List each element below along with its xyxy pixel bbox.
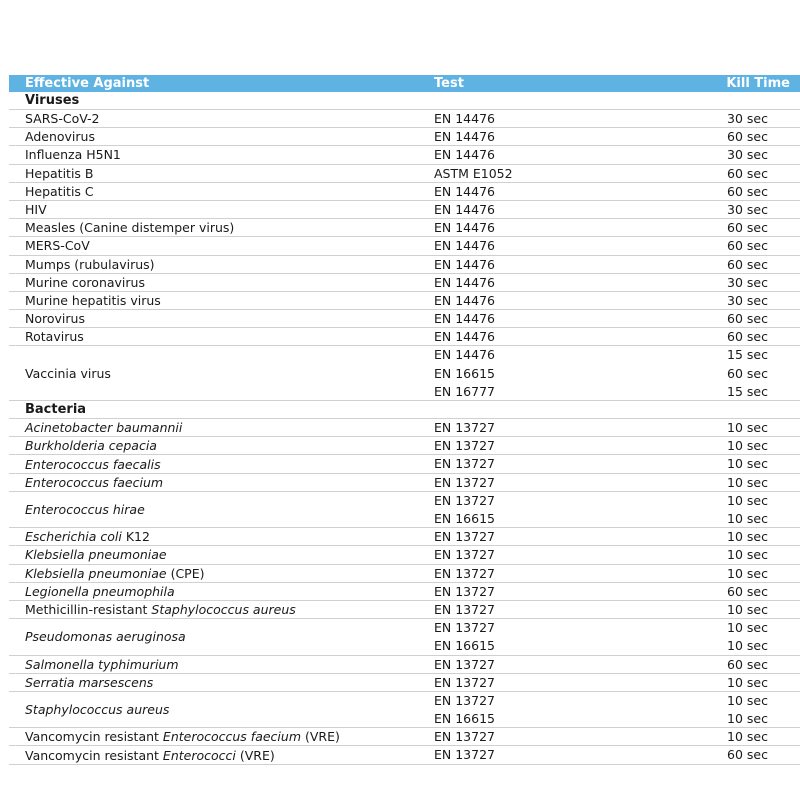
test-standard: EN 14476 [434,147,495,163]
organism-name-part: (VRE) [235,747,275,763]
kill-time-value: 30 sec [727,201,768,217]
kill-time-value: 30 sec [727,111,768,126]
table-row [9,110,800,128]
header-kill-time: Kill Time [726,76,790,91]
test-standard: EN 13727 [434,474,495,490]
organism-name-part: K12 [121,529,150,545]
organism-name-part: Pseudomonas aeruginosa [25,629,186,645]
table-body [9,92,800,765]
organism-name [25,183,94,200]
organism-name-part: Vancomycin resistant [25,747,163,763]
kill-time-value: 10 sec [727,565,768,581]
test-cell [434,656,495,674]
test-cell [434,583,495,601]
organism-name-part: Burkholderia cepacia [25,438,157,454]
organism-name-part: MERS-CoV [25,238,90,254]
kill-time-cell [727,492,768,528]
kill-time-cell [727,201,768,219]
organism-name [25,219,234,236]
organism-name-part: Measles (Canine distemper virus) [25,220,235,236]
efficacy-table [9,75,800,765]
table-row [9,674,800,692]
organism-name-part: Enterococcus faecium [162,729,301,745]
test-standard: ASTM E1052 [434,165,513,181]
test-cell [434,474,495,492]
kill-time-value: 60 sec [727,656,768,672]
organism-name [25,110,100,127]
organism-name-part: Staphylococcus aureus [151,602,296,618]
test-cell [434,256,495,274]
organism-name [25,256,155,273]
kill-time-value: 10 sec [727,547,768,563]
test-standard: EN 13727 [434,620,495,636]
kill-time-cell [727,546,768,564]
kill-time-cell [727,565,768,583]
table-row [9,583,800,601]
test-cell [434,165,513,183]
test-cell [434,492,495,528]
kill-time-value: 60 sec [727,165,768,181]
organism-name-part: (CPE) [166,565,205,581]
table-row [9,455,800,473]
organism-name-part: (VRE) [301,729,340,745]
test-cell [434,310,495,328]
test-standard: EN 13727 [434,492,495,508]
organism-name-part: Vancomycin resistant [25,729,163,745]
kill-time-value: 15 sec [727,383,768,399]
kill-time-cell [727,274,768,292]
test-standard: EN 14476 [434,201,495,217]
organism-name [25,274,145,291]
table-row [9,728,800,746]
organism-name-part: Enterococcus hirae [25,501,145,517]
test-standard: EN 13727 [434,729,495,745]
table-row [9,565,800,583]
organism-name-part: Serratia marsescens [25,674,154,690]
organism-name-part: Staphylococcus aureus [25,702,170,718]
test-standard: EN 14476 [434,311,495,327]
kill-time-cell [727,219,768,237]
test-standard: EN 13727 [434,565,495,581]
organism-name-part: Rotavirus [25,329,84,345]
table-row [9,328,800,346]
test-standard: EN 14476 [434,274,495,290]
kill-time-value: 60 sec [727,256,768,272]
test-cell [434,419,495,437]
test-standard: EN 13727 [434,656,495,672]
table-row [9,219,800,237]
organism-name [25,128,95,145]
kill-time-value: 10 sec [727,601,768,617]
kill-time-value: 10 sec [727,674,768,690]
kill-time-cell [727,455,768,473]
test-standard: EN 13727 [434,456,495,472]
test-cell [434,601,495,619]
header-effective-against: Effective Against [25,76,150,91]
organism-name [25,601,296,618]
test-cell [434,110,495,128]
kill-time-cell [727,437,768,455]
test-cell [434,619,495,655]
table-row [9,546,800,564]
kill-time-value: 60 sec [727,329,768,345]
test-cell [434,437,495,455]
kill-time-cell [727,528,768,546]
organism-name-part: Murine hepatitis virus [25,292,161,308]
organism-name-part: Vaccinia virus [25,365,111,381]
organism-name-part: Legionella pneumophila [25,583,175,599]
kill-time-value: 10 sec [727,492,768,508]
test-standard: EN 13727 [434,674,495,690]
organism-name [25,437,157,454]
test-standard: EN 14476 [434,111,495,126]
kill-time-value: 10 sec [727,692,768,708]
kill-time-cell [727,619,768,655]
table-row [9,601,800,619]
test-cell [434,528,495,546]
organism-name-part: Escherichia coli [25,529,122,545]
test-standard: EN 16615 [434,365,495,381]
organism-name [25,674,153,691]
kill-time-value: 60 sec [727,129,768,145]
organism-name-part: Mumps (rubulavirus) [25,256,155,272]
test-cell [434,346,495,401]
test-standard: EN 13727 [434,420,495,436]
kill-time-cell [727,165,768,183]
organism-name [25,583,175,600]
kill-time-cell [727,328,768,346]
kill-time-cell [727,656,768,674]
section-heading [9,92,800,110]
test-cell [434,292,495,310]
test-standard: EN 16615 [434,711,495,727]
organism-name-part: Methicillin-resistant [25,602,152,618]
kill-time-value: 10 sec [727,711,768,727]
organism-name [25,201,47,218]
test-standard: EN 13727 [434,692,495,708]
test-cell [434,146,495,164]
test-standard: EN 13727 [434,547,495,563]
test-standard: EN 13727 [434,583,495,599]
test-standard: EN 13727 [434,438,495,454]
organism-name-part: SARS-CoV-2 [25,111,100,127]
kill-time-value: 60 sec [727,183,768,199]
organism-name [25,528,150,545]
organism-name-part: Klebsiella pneumoniae [25,565,167,581]
kill-time-cell [727,128,768,146]
test-standard: EN 14476 [434,220,495,236]
organism-name-part: Acinetobacter baumannii [25,420,183,436]
organism-name-part: Enterococcus faecium [25,474,164,490]
test-cell [434,219,495,237]
test-standard: EN 13727 [434,747,495,763]
test-cell [434,201,495,219]
test-cell [434,546,495,564]
test-standard: EN 14476 [434,329,495,345]
header-test: Test [434,76,464,91]
section-title: Viruses [25,93,80,108]
table-row [9,346,800,401]
kill-time-value: 60 sec [727,238,768,254]
test-standard: EN 16615 [434,510,495,526]
organism-name-part: Influenza H5N1 [25,147,121,163]
test-cell [434,328,495,346]
kill-time-cell [727,692,768,728]
organism-name-part: Hepatitis C [25,183,94,199]
organism-name-part: Enterococci [162,747,236,763]
organism-name [25,146,121,163]
kill-time-value: 15 sec [727,347,768,363]
kill-time-value: 10 sec [727,510,768,526]
table-row [9,746,800,764]
kill-time-cell [727,474,768,492]
organism-name [25,619,186,654]
test-cell [434,455,495,473]
table-row [9,292,800,310]
table-row [9,692,800,728]
test-standard: EN 14476 [434,347,495,363]
test-standard: EN 14476 [434,183,495,199]
kill-time-cell [727,583,768,601]
organism-name [25,474,163,491]
organism-name-part: Murine coronavirus [25,274,145,290]
organism-name [25,692,169,727]
kill-time-value: 60 sec [727,583,768,599]
organism-name [25,419,182,436]
table-row [9,165,800,183]
test-cell [434,128,495,146]
kill-time-value: 10 sec [727,638,768,654]
organism-name-part: Adenovirus [25,129,95,145]
kill-time-cell [727,728,768,746]
organism-name [25,656,179,673]
kill-time-cell [727,110,768,128]
kill-time-value: 10 sec [727,529,768,545]
test-cell [434,692,495,728]
table-row [9,656,800,674]
organism-name [25,546,167,563]
kill-time-value: 30 sec [727,147,768,163]
kill-time-cell [727,346,768,401]
test-cell [434,674,495,692]
test-standard: EN 14476 [434,238,495,254]
kill-time-value: 60 sec [727,220,768,236]
kill-time-cell [727,237,768,255]
kill-time-value: 60 sec [727,311,768,327]
organism-name [25,728,340,745]
organism-name [25,328,84,345]
table-row [9,128,800,146]
section-heading [9,401,800,419]
table-row [9,492,800,528]
kill-time-value: 60 sec [727,747,768,763]
kill-time-cell [727,183,768,201]
table-row [9,419,800,437]
test-standard: EN 14476 [434,129,495,145]
table-header [9,75,800,92]
kill-time-cell [727,146,768,164]
table-row [9,310,800,328]
kill-time-value: 10 sec [727,420,768,436]
test-cell [434,274,495,292]
organism-name [25,492,145,527]
test-standard: EN 16615 [434,638,495,654]
kill-time-value: 10 sec [727,474,768,490]
organism-name-part: Hepatitis B [25,165,94,181]
organism-name [25,310,85,327]
kill-time-value: 30 sec [727,292,768,308]
organism-name [25,455,161,472]
organism-name-part: HIV [25,202,47,218]
test-standard: EN 16777 [434,383,495,399]
kill-time-cell [727,292,768,310]
test-standard: EN 14476 [434,292,495,308]
table-row [9,146,800,164]
kill-time-value: 60 sec [727,365,768,381]
organism-name-part: Norovirus [25,311,85,327]
kill-time-cell [727,256,768,274]
organism-name [25,565,204,582]
table-row [9,437,800,455]
test-standard: EN 14476 [434,256,495,272]
organism-name [25,165,94,182]
table-row [9,237,800,255]
organism-name-part: Enterococcus faecalis [25,456,161,472]
kill-time-cell [727,674,768,692]
kill-time-value: 10 sec [727,729,768,745]
kill-time-cell [727,310,768,328]
table-row [9,256,800,274]
organism-name [25,292,161,309]
kill-time-value: 10 sec [727,620,768,636]
test-cell [434,183,495,201]
kill-time-value: 10 sec [727,456,768,472]
organism-name [25,346,111,400]
test-cell [434,237,495,255]
table-row [9,201,800,219]
kill-time-value: 10 sec [727,438,768,454]
kill-time-cell [727,601,768,619]
test-cell [434,728,495,746]
test-standard: EN 13727 [434,601,495,617]
test-standard: EN 13727 [434,529,495,545]
organism-name-part: Klebsiella pneumoniae [25,547,167,563]
kill-time-value: 30 sec [727,274,768,290]
section-title: Bacteria [25,402,87,418]
table-row [9,183,800,201]
organism-name [25,237,90,254]
table-row [9,474,800,492]
kill-time-cell [727,419,768,437]
test-cell [434,565,495,583]
table-row [9,274,800,292]
organism-name-part: Salmonella typhimurium [25,656,179,672]
table-row [9,528,800,546]
organism-name [25,746,275,763]
table-row [9,619,800,655]
kill-time-cell [727,746,768,764]
test-cell [434,746,495,764]
